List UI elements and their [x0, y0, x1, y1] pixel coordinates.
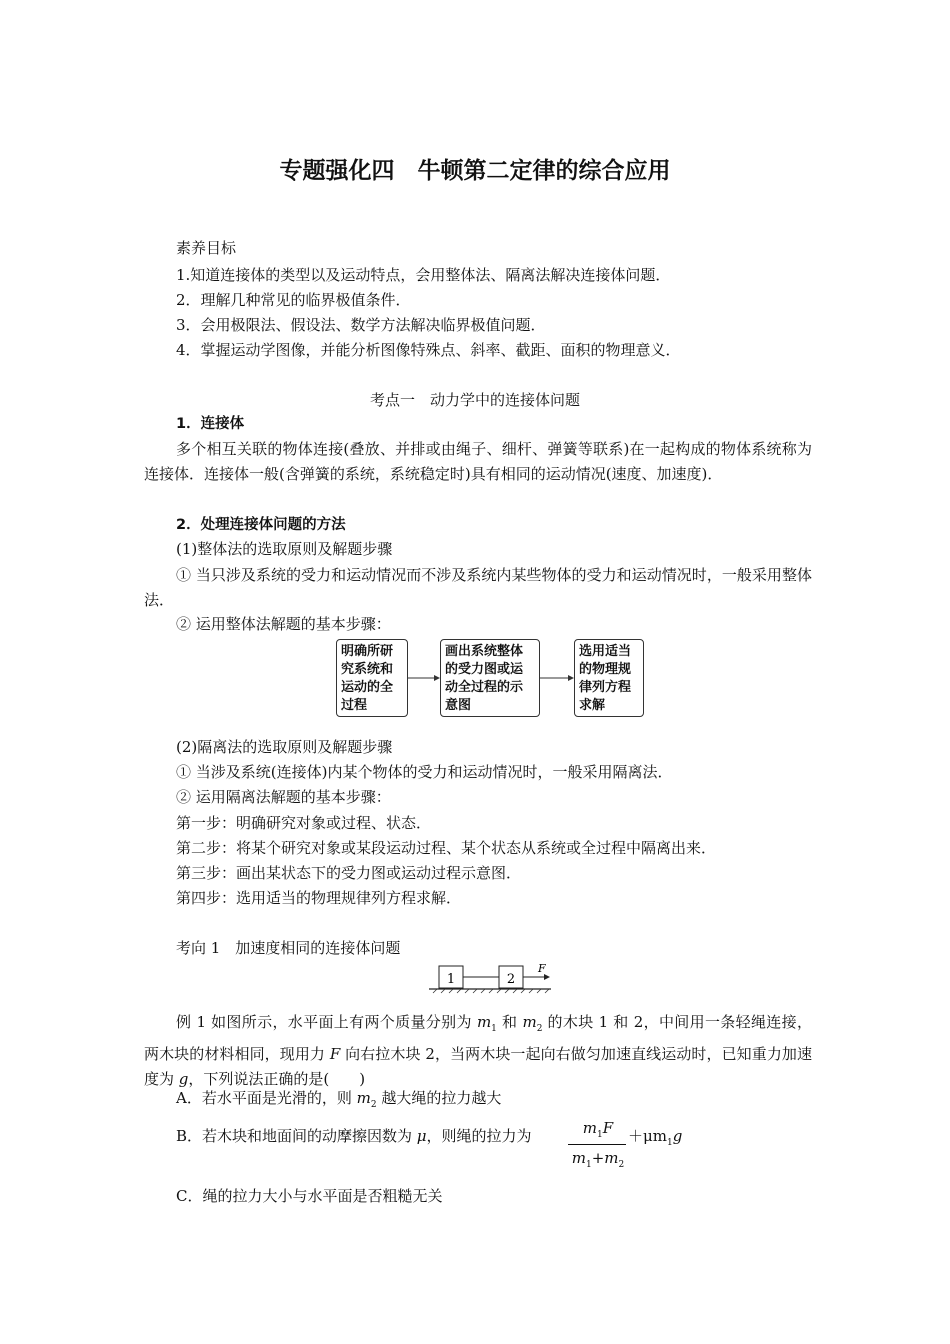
option-b: B．若木块和地面间的动摩擦因数为 μ，则绳的拉力为: [176, 1127, 532, 1145]
connector-definition: 多个相互关联的物体连接(叠放、并排或由绳子、细杆、弹簧等联系)在一起构成的物体系统称为连接体．连接体一般(含弹簧的系统，系统稳定时)具有相同的运动情况(速度、加速度)．: [144, 440, 812, 483]
option-a: A．若水平面是光滑的，则 $m_2$ 越大绳的拉力越大: [176, 1089, 502, 1110]
goals-heading: 素养目标: [176, 239, 237, 257]
subsection-method-title: 2．处理连接体问题的方法: [176, 517, 346, 533]
whole-method-rule: ① 当只涉及系统的受力和运动情况而不涉及系统内某些物体的受力和运动情况时，一般采用整体法．: [144, 566, 812, 609]
goal-item-2: 2．理解几种常见的临界极值条件．: [176, 291, 411, 309]
goal-item-4: 4．掌握运动学图像，并能分析图像特殊点、斜率、截距、面积的物理意义．: [176, 341, 681, 359]
isolation-method-steps-label: ② 运用隔离法解题的基本步骤：: [176, 788, 391, 806]
option-c: C．绳的拉力大小与水平面是否粗糙无关: [176, 1187, 443, 1205]
flow-step-3: 选用适当的物理规律列方程求解: [574, 639, 644, 717]
flow-step-1: 明确所研究系统和运动的全过程: [336, 639, 408, 717]
block-1-label: 1: [446, 972, 456, 987]
fraction-bar: [568, 1144, 626, 1145]
goal-item-3: 3．会用极限法、假设法、数学方法解决临界极值问题．: [176, 316, 546, 334]
force-label: F: [538, 962, 546, 975]
isolation-method-title: (2)隔离法的选取原则及解题步骤: [176, 738, 393, 756]
flow-arrowhead-1: [434, 675, 440, 681]
isolation-step-2: 第二步：将某个研究对象或某段运动过程、某个状态从系统或全过程中隔离出来．: [176, 839, 717, 857]
flow-arrowhead-2: [568, 675, 574, 681]
fraction-numerator: $m_1F$: [582, 1119, 614, 1140]
isolation-step-1: 第一步：明确研究对象或过程、状态．: [176, 814, 432, 832]
whole-method-title: (1)整体法的选取原则及解题步骤: [176, 540, 393, 558]
whole-method-steps-label: ② 运用整体法解题的基本步骤：: [176, 615, 391, 633]
fraction-denominator: $m_1+m_2$: [571, 1149, 625, 1170]
goal-item-1: 1.知道连接体的类型以及运动特点，会用整体法、隔离法解决连接体问题．: [176, 266, 671, 284]
isolation-step-4: 第四步：选用适当的物理规律列方程求解．: [176, 889, 462, 907]
isolation-step-3: 第三步：画出某状态下的受力图或运动过程示意图．: [176, 864, 522, 882]
isolation-method-rule: ① 当涉及系统(连接体)内某个物体的受力和运动情况时，一般采用隔离法．: [176, 763, 673, 781]
example-1-stem: 例 1 如图所示，水平面上有两个质量分别为 $m_1$ 和 $m_2$ 的木块 1 和 2，中间用一条轻绳连接，两木块的材料相同，现用力 F 向右拉木块 2，当两木块一起向右做匀加速直线运动时，已知重力加速度为 g，下列说法正确的是( ): [144, 1013, 812, 1088]
section-heading: 考点一 动力学中的连接体问题: [369, 391, 580, 409]
option-b-tail: $+\mu m_1g$: [628, 1127, 683, 1148]
block-2-label: 2: [506, 972, 516, 987]
blocks-figure: [425, 960, 555, 996]
flow-step-2: 画出系统整体的受力图或运动全过程的示意图: [440, 639, 540, 717]
direction-1-title: 考向 1 加速度相同的连接体问题: [176, 939, 401, 957]
subsection-connector-title: 1．连接体: [176, 416, 245, 432]
page-title: 专题强化四 牛顿第二定律的综合应用: [279, 158, 671, 184]
